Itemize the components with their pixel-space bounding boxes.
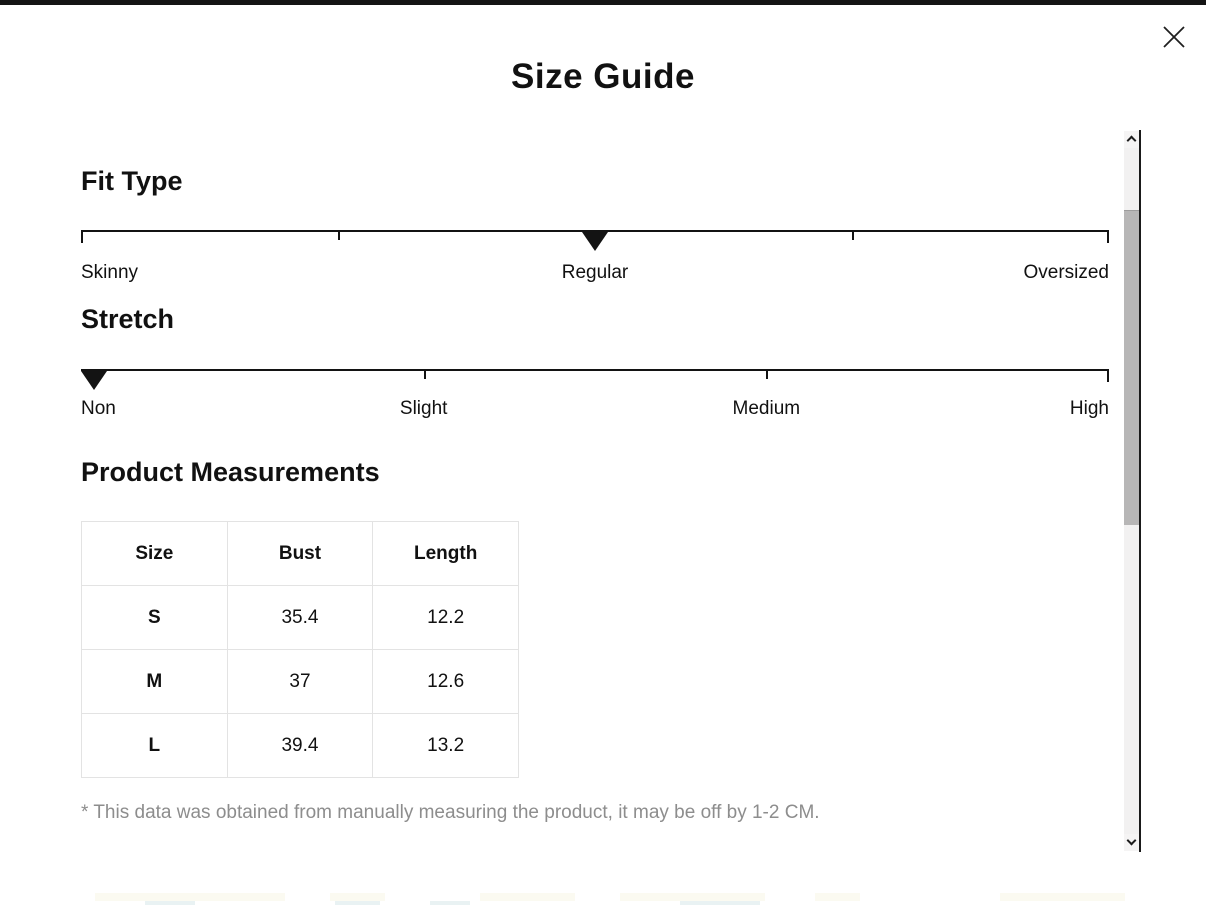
cell-size: M: [82, 650, 228, 714]
stretch-labels: [81, 398, 1109, 422]
cell-length: 12.6: [373, 650, 519, 714]
table-row: [82, 586, 519, 650]
product-measurements-heading: Product Measurements: [81, 457, 380, 487]
measurement-disclaimer: * This data was obtained from manually measuring the product, it may be off by 1-2 CM.: [81, 802, 820, 823]
stretch-scale-tick: [1107, 371, 1109, 382]
stretch-label-non: Non: [81, 398, 116, 419]
scrollbar-thumb[interactable]: [1124, 210, 1139, 525]
stretch-scale-tick: [766, 371, 768, 379]
page-top-edge: [0, 0, 1206, 5]
fit-type-labels: [81, 262, 1109, 286]
close-icon: [1161, 24, 1187, 50]
col-header-bust: Bust: [227, 522, 373, 586]
fit-type-label-skinny: Skinny: [81, 262, 139, 283]
stretch-label-slight: Slight: [399, 398, 448, 419]
stretch-label-medium: Medium: [732, 398, 801, 419]
stretch-scale: [81, 369, 1109, 391]
stretch-heading: Stretch: [81, 304, 175, 334]
fit-type-label-oversized: Oversized: [1023, 262, 1109, 283]
cell-length: 12.2: [373, 586, 519, 650]
table-row: [82, 714, 519, 778]
table-row: [82, 650, 519, 714]
col-header-length: Length: [373, 522, 519, 586]
fit-type-heading: Fit Type: [81, 166, 183, 196]
page-bottom-edge-peek: [0, 893, 1206, 905]
col-header-size: Size: [82, 522, 228, 586]
scroll-down-button[interactable]: [1124, 834, 1139, 851]
measurements-table: [81, 521, 519, 778]
fit-scale-tick: [1107, 232, 1109, 243]
fit-scale-tick: [81, 232, 83, 243]
table-header-row: [82, 522, 519, 586]
stretch-label-high: High: [1069, 398, 1109, 419]
chevron-down-icon: [1127, 836, 1137, 846]
cell-size: S: [82, 586, 228, 650]
chevron-up-icon: [1127, 136, 1137, 146]
fit-type-marker-icon: [582, 232, 608, 251]
size-guide-scroll-area: [0, 130, 1141, 852]
cell-length: 13.2: [373, 714, 519, 778]
fit-scale-tick: [338, 232, 340, 240]
cell-bust: 37: [227, 650, 373, 714]
fit-type-label-regular: Regular: [561, 262, 629, 283]
cell-bust: 35.4: [227, 586, 373, 650]
stretch-marker-icon: [81, 371, 107, 390]
fit-scale-tick: [852, 232, 854, 240]
cell-size: L: [82, 714, 228, 778]
fit-type-scale: [81, 230, 1109, 252]
scrollbar[interactable]: [1124, 131, 1139, 851]
cell-bust: 39.4: [227, 714, 373, 778]
stretch-scale-tick: [424, 371, 426, 379]
close-button[interactable]: [1154, 18, 1194, 58]
scroll-up-button[interactable]: [1124, 131, 1139, 148]
modal-title: Size Guide: [511, 57, 695, 96]
